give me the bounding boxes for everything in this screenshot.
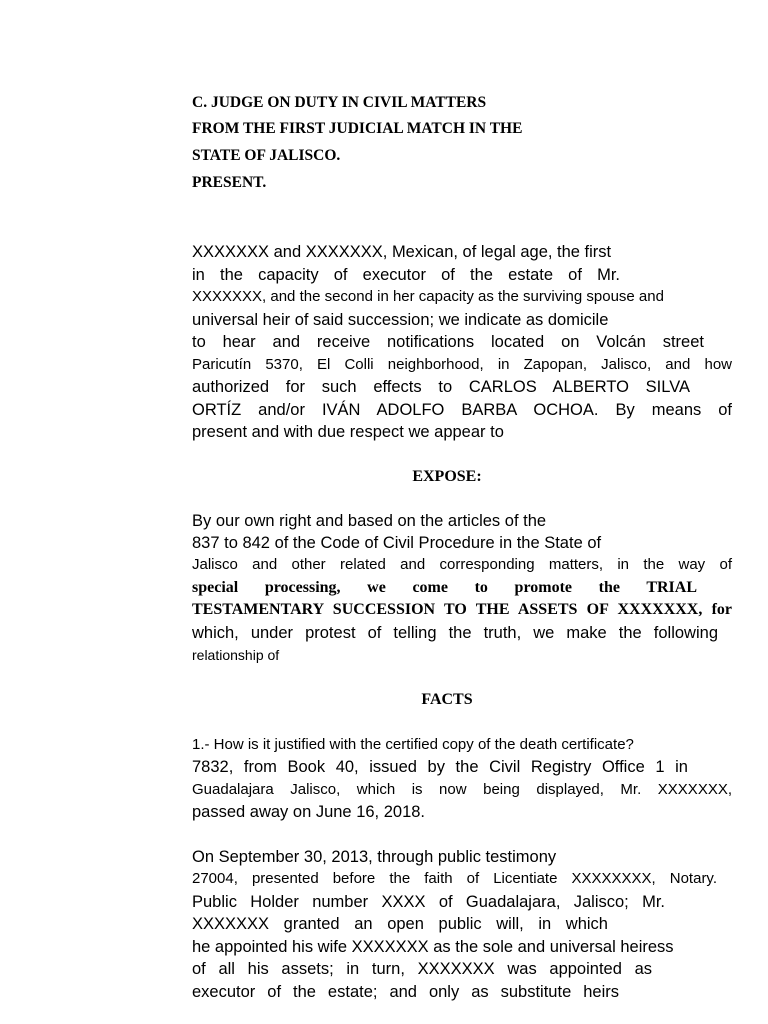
expose-heading: EXPOSE: [412, 468, 482, 485]
facts-heading: FACTS [421, 691, 473, 708]
expose-line: 837 to 842 of the Code of Civil Procedure in the State of [192, 534, 602, 552]
expose-line: special processing, we come to promote the TRIAL [192, 579, 697, 596]
fact-line: he appointed his wife XXXXXXX as the sole and universal heiress [192, 938, 674, 956]
fact-line: Guadalajara Jalisco, which is now being displayed, Mr. XXXXXXX, [192, 781, 732, 798]
fact-line: 7832, from Book 40, issued by the Civil Registry Office 1 in [192, 758, 688, 776]
fact-line: On September 30, 2013, through public testimony [192, 848, 557, 866]
expose-line: relationship of [192, 647, 280, 663]
intro-line: XXXXXXX, and the second in her capacity as the surviving spouse and [192, 288, 664, 305]
addressee-line-1: C. JUDGE ON DUTY IN CIVIL MATTERS [192, 94, 487, 111]
intro-line: Paricutín 5370, El Colli neighborhood, in Zapopan, Jalisco, and how [192, 356, 732, 373]
intro-line: XXXXXXX and XXXXXXX, Mexican, of legal age, the first [192, 243, 612, 261]
intro-line: present and with due respect we appear to [192, 423, 504, 441]
fact-line: XXXXXXX granted an open public will, in which [192, 915, 608, 933]
intro-line: authorized for such effects to CARLOS ALBERTO SILVA [192, 378, 690, 396]
addressee-line-2: FROM THE FIRST JUDICIAL MATCH IN THE [192, 120, 523, 137]
fact-line: Public Holder number XXXX of Guadalajara, Jalisco; Mr. [192, 893, 665, 911]
fact-line: 27004, presented before the faith of Licentiate XXXXXXXX, Notary. [192, 870, 717, 887]
intro-line: in the capacity of executor of the estate of Mr. [192, 266, 620, 284]
addressee-line-4: PRESENT. [192, 174, 267, 191]
intro-line: universal heir of said succession; we indicate as domicile [192, 311, 609, 329]
expose-line: By our own right and based on the articles of the [192, 512, 547, 530]
expose-line: TESTAMENTARY SUCCESSION TO THE ASSETS OF XXXXXXX, for [192, 601, 732, 618]
addressee-line-3: STATE OF JALISCO. [192, 147, 341, 164]
fact-line: executor of the estate; and only as substitute heirs [192, 983, 619, 1001]
expose-line: which, under protest of telling the truth, we make the following [192, 624, 718, 642]
intro-line: ORTÍZ and/or IVÁN ADOLFO BARBA OCHOA. By means of [192, 401, 732, 419]
intro-line: to hear and receive notifications located on Volcán street [192, 333, 704, 351]
fact-line: of all his assets; in turn, XXXXXXX was appointed as [192, 960, 652, 978]
expose-line: Jalisco and other related and corresponding matters, in the way of [192, 556, 732, 573]
fact-line: 1.- How is it justified with the certified copy of the death certificate? [192, 736, 634, 753]
fact-line: passed away on June 16, 2018. [192, 803, 426, 821]
